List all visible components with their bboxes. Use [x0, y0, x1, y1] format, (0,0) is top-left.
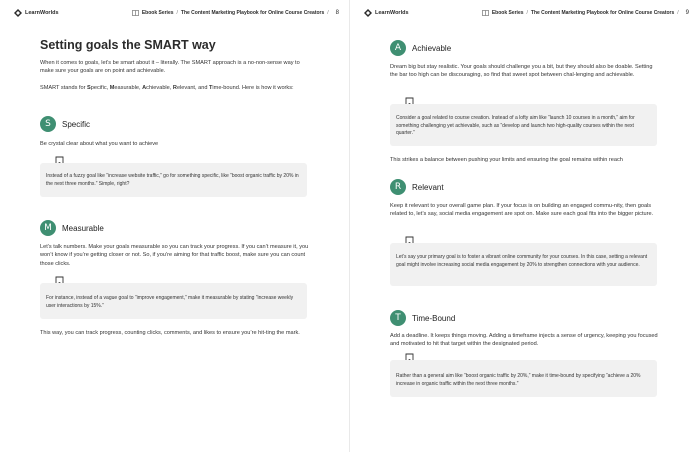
section-title: Achievable	[412, 43, 452, 53]
section-text: Keep it relevant to your overall game plan. If your focus is on building an engaged commu-nity, then goals related to, let’s say, social media engagement are spot on. Make sure each goal fits into the bigger picture.	[390, 203, 654, 218]
breadcrumb-separator: /	[677, 10, 679, 16]
page-title: Setting goals the SMART way	[40, 38, 216, 52]
section-text: Add a deadline. It keeps things moving. Adding a timeframe injects a sense of urgency, keeping you focused and motivated to hit that target within the designated period.	[390, 333, 658, 348]
section-achievable	[390, 40, 451, 56]
breadcrumb-book-title: The Content Marketing Playbook for Online Course Creators	[180, 10, 325, 16]
section-followup: This strikes a balance between pushing your limits and ensuring the goal remains within reach	[390, 157, 623, 163]
note-box	[390, 360, 657, 397]
learnworlds-logo-icon	[14, 9, 22, 17]
logo-text: LearnWorlds	[25, 10, 59, 16]
page-number: 9	[685, 10, 689, 16]
page-number: 8	[335, 10, 339, 16]
section-time-bound	[390, 310, 455, 326]
note-box	[390, 104, 657, 146]
logo-text: LearnWorlds	[375, 10, 409, 16]
section-badge: M	[40, 220, 56, 236]
section-badge: T	[390, 310, 406, 326]
breadcrumb-book-title: The Content Marketing Playbook for Online Course Creators	[530, 10, 675, 16]
note-box	[40, 163, 307, 197]
note-box	[390, 243, 657, 286]
breadcrumb	[482, 7, 689, 19]
breadcrumb-series: Ebook Series	[141, 10, 174, 16]
section-badge: S	[40, 116, 56, 132]
note-box	[40, 283, 307, 319]
section-title: Measurable	[62, 223, 104, 233]
page-header	[14, 7, 339, 19]
section-badge: A	[390, 40, 406, 56]
section-text: Be crystal clear about what you want to achieve	[40, 141, 159, 147]
section-text: Let’s talk numbers. Make your goals measurable so you can track your progress. If you can’t measure it, you won’t know if you’re getting closer or not. So, if you’re aiming for that traffic boost, make sure you can count those clicks.	[40, 244, 309, 267]
page-header	[364, 7, 689, 19]
breadcrumb-separator: /	[327, 10, 329, 16]
breadcrumb	[132, 7, 339, 19]
section-text: Dream big but stay realistic. Your goals should challenge you a bit, but they should also be doable. Setting the bar too high can be discouraging, so find that sweet spot between chal-lenging and achievable.	[390, 64, 653, 79]
note-text: Instead of a fuzzy goal like “increase website traffic,” go for something specific, like “boost organic traffic by 20% in the next three months.” Simple, right?	[46, 173, 299, 187]
logo	[364, 7, 409, 19]
right-page	[350, 0, 699, 452]
section-title: Specific	[62, 119, 91, 129]
section-followup: This way, you can track progress, counting clicks, comments, and likes to ensure you’re hit-ting the mark.	[40, 330, 300, 336]
section-title: Relevant	[412, 182, 444, 192]
learnworlds-logo-icon	[364, 9, 372, 17]
smart-definition: SMART stands for Specific, Measurable, Achievable, Relevant, and Time-bound. Here is how it works:	[40, 85, 294, 91]
section-title: Time-Bound	[412, 313, 456, 323]
breadcrumb-separator: /	[176, 10, 178, 16]
note-text: Let’s say your primary goal is to foster a vibrant online community for your courses. In this case, setting a relevant goal might involve increasing social media engagement by 20% to strengthen connections with your audience.	[396, 254, 648, 268]
breadcrumb-series: Ebook Series	[491, 10, 524, 16]
left-page	[0, 0, 349, 452]
note-text: Rather than a general aim like “boost organic traffic by 20%,” make it time-bound by specifying “achieve a 20% increase in organic traffic within the next three months.”	[396, 373, 641, 387]
note-text: Consider a goal related to course creation. Instead of a lofty aim like “launch 10 courses in a month,” aim for something challenging yet achievable, such as “develop and launch two high-quality courses within the next quarter.”	[396, 115, 635, 136]
section-relevant	[390, 179, 444, 195]
section-badge: R	[390, 179, 406, 195]
logo	[14, 7, 59, 19]
note-text: For instance, instead of a vague goal to “improve engagement,” make it measurable by stating “increase weekly user interactions by 15%.”	[46, 295, 294, 309]
book-icon	[482, 10, 489, 16]
breadcrumb-separator: /	[526, 10, 528, 16]
intro-paragraph: When it comes to goals, let’s be smart about it – literally. The SMART approach is a no-non-sense way to make sure your goals are on point and achievable.	[40, 60, 300, 75]
section-measurable	[40, 220, 104, 236]
section-specific	[40, 116, 90, 132]
book-icon	[132, 10, 139, 16]
